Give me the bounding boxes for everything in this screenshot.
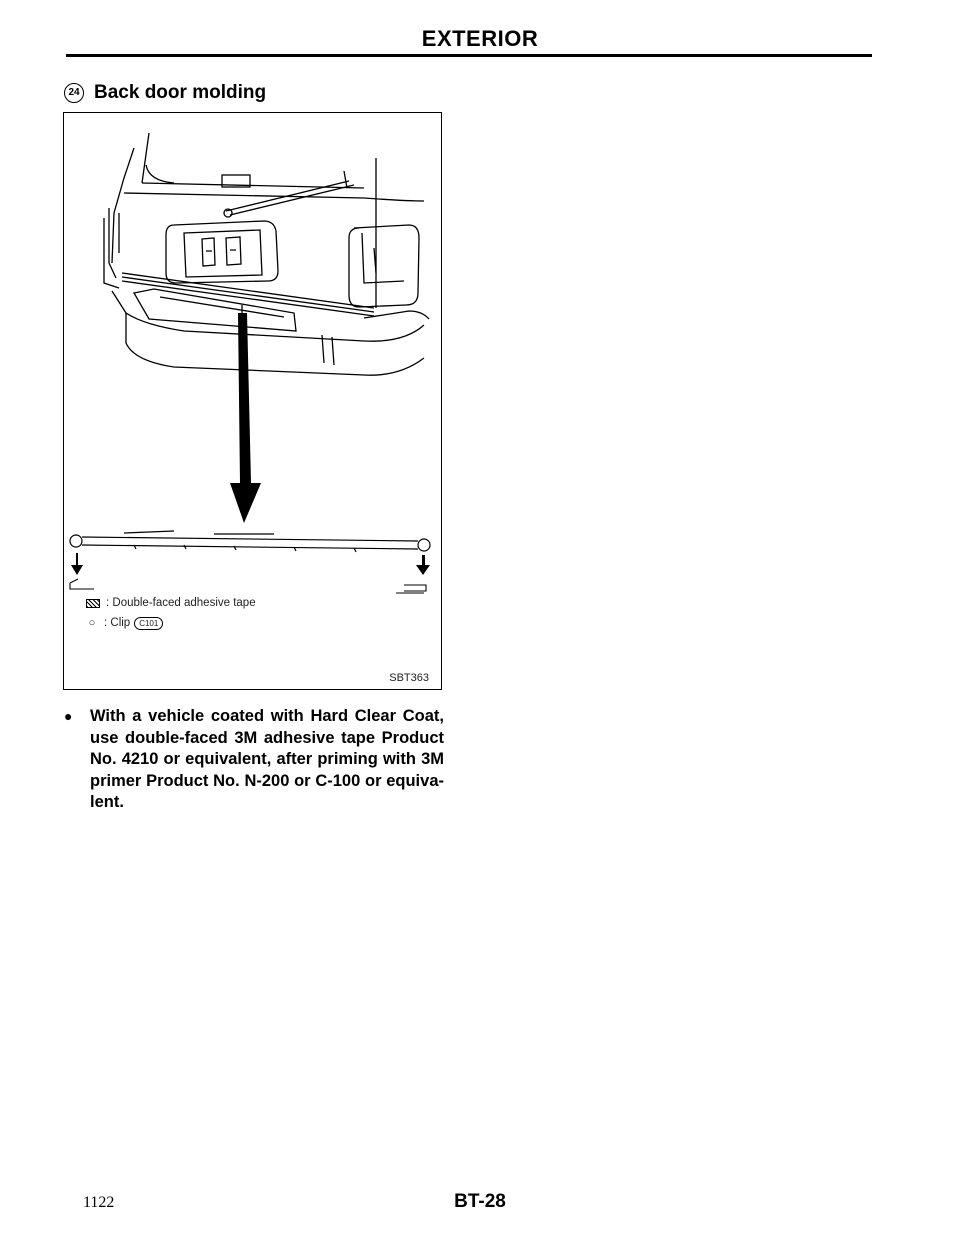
bullet-icon: ● [64,708,73,724]
header-rule [66,54,872,57]
legend-tape-row [86,593,256,613]
notes-list [64,706,444,814]
legend-clip-label: : Clip [104,617,131,629]
figure-box [63,112,442,690]
figure-code: SBT363 [389,672,429,684]
page-number: BT-28 [454,1191,506,1212]
figure-legend [86,593,256,633]
page-total: 1122 [83,1194,115,1211]
note-text: With a vehicle coated with Hard Clear Coat, use double-faced 3M adhesive tape Product No. 4210 or equivalent, after priming with 3M primer Product No. N-200 or C-100 or equivalent. [90,707,444,811]
legend-tape-label: : Double-faced adhesive tape [106,597,256,609]
hatch-swatch [86,599,100,608]
section-title: Back door molding [94,82,267,103]
legend-clip-row [86,613,256,633]
list-item [64,706,444,814]
section-heading [64,82,266,104]
clip-code-badge: C101 [134,617,163,630]
section-number-badge: 24 [64,83,84,103]
header-title: EXTERIOR [421,26,539,51]
clip-symbol-icon: ○ [88,617,96,629]
